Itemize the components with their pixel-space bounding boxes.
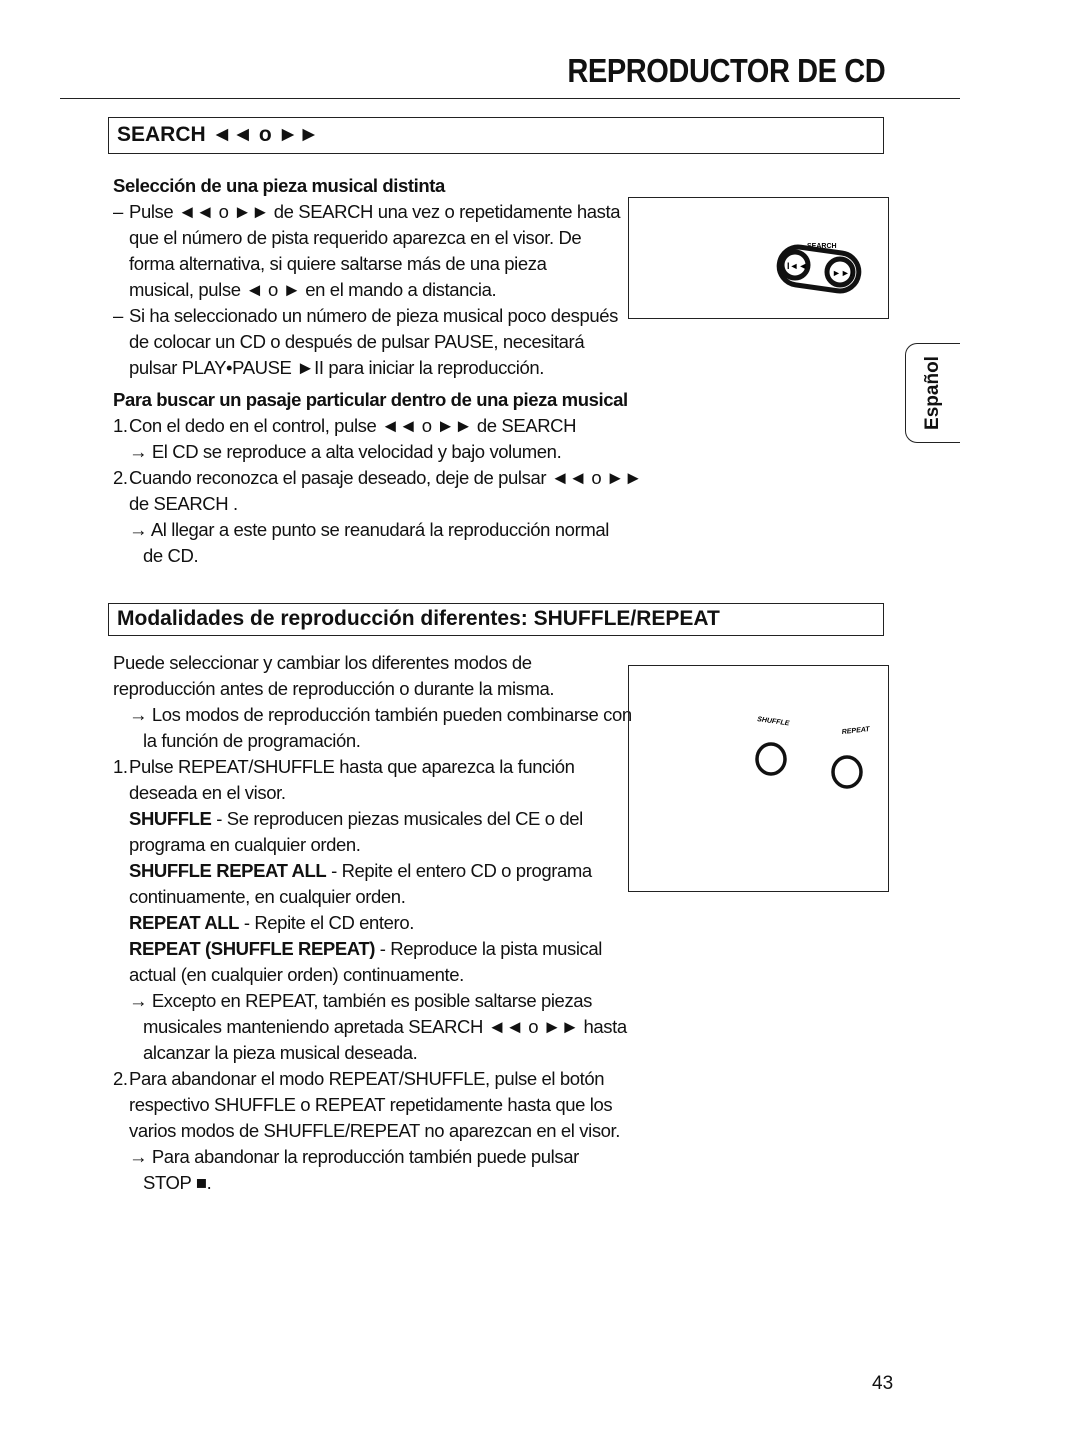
modes-section-title: Modalidades de reproducción diferentes: SHUFFLE/REPEAT — [117, 607, 720, 630]
search-section-header — [108, 117, 884, 154]
step-number: 1. — [113, 415, 128, 436]
modes-section-header — [108, 603, 884, 636]
language-tab — [905, 343, 960, 443]
text-line: que el número de pista requerido aparezca en el visor. De — [129, 227, 582, 248]
mode-name: REPEAT (SHUFFLE REPEAT) — [129, 938, 376, 959]
mode-name: SHUFFLE — [129, 808, 212, 829]
text-line: Pulse ◄◄ o ►► de SEARCH una vez o repetidamente hasta — [129, 201, 621, 222]
figure-label: SHUFFLE — [756, 716, 790, 728]
arrow-icon: → — [129, 441, 148, 462]
subheading: Para buscar un pasaje particular dentro de una pieza musical — [113, 389, 628, 410]
text-line: respectivo SHUFFLE o REPEAT repetidamente hasta que los — [129, 1094, 613, 1115]
text-line: reproducción antes de reproducción o durante la misma. — [113, 678, 555, 699]
modes-section-body — [113, 650, 632, 1196]
dash-marker: – — [113, 201, 123, 222]
text-line: programa en cualquier orden. — [129, 834, 361, 855]
text-line: de CD. — [143, 545, 199, 566]
mode-desc: - Se reproducen piezas musicales del CE o del — [211, 808, 583, 829]
step-number: 2. — [113, 1068, 128, 1089]
mode-desc: - Repite el entero CD o programa — [326, 860, 592, 881]
shuffle-repeat-figure — [628, 665, 889, 892]
arrow-icon: → — [129, 1146, 148, 1167]
text-line: alcanzar la pieza musical deseada. — [143, 1042, 418, 1063]
text-line: musicales manteniendo apretada SEARCH ◄◄ o ►► hasta — [143, 1016, 627, 1037]
step-number: 2. — [113, 467, 128, 488]
text-line: forma alternativa, si quiere saltarse más de una pieza — [129, 253, 547, 274]
text-line: Con el dedo en el control, pulse ◄◄ o ►► de SEARCH — [129, 415, 577, 436]
search-section-title: SEARCH ◄◄ o ►► — [117, 123, 320, 146]
next-icon: ►►I — [832, 268, 853, 278]
previous-icon: I◄◄ — [787, 261, 808, 271]
arrow-icon: → — [129, 704, 148, 725]
shuffle-repeat-illustration — [629, 666, 887, 890]
figure-label: SEARCH — [807, 243, 837, 250]
text-line: Pulse REPEAT/SHUFFLE hasta que aparezca la función — [129, 756, 575, 777]
text-line: Al llegar a este punto se reanudará la reproducción normal — [150, 519, 609, 540]
arrow-icon: → — [129, 990, 148, 1011]
shuffle-button-icon — [757, 744, 785, 774]
text-line: de colocar un CD o después de pulsar PAUSE, necesitará — [129, 331, 585, 352]
language-tab-label: Español — [922, 356, 943, 430]
mode-name: REPEAT ALL — [129, 912, 240, 933]
text-line: Puede seleccionar y cambiar los diferentes modos de — [113, 652, 532, 673]
text-line: varios modos de SHUFFLE/REPEAT no aparezcan en el visor. — [129, 1120, 621, 1141]
page-number: 43 — [872, 1373, 894, 1394]
step-number: 1. — [113, 756, 128, 777]
text-line: actual (en cualquier orden) continuamente. — [129, 964, 464, 985]
text-line: STOP ■. — [143, 1172, 212, 1193]
text-line: Para abandonar la reproducción también puede pulsar — [151, 1146, 579, 1167]
text-line: Para abandonar el modo REPEAT/SHUFFLE, pulse el botón — [129, 1068, 605, 1089]
text-line: Excepto en REPEAT, también es posible saltarse piezas — [151, 990, 593, 1011]
text-line: pulsar PLAY•PAUSE ►II para iniciar la reproducción. — [129, 357, 545, 378]
text-line: musical, pulse ◄ o ► en el mando a distancia. — [129, 279, 497, 300]
mode-desc: - Repite el CD entero. — [239, 912, 414, 933]
arrow-icon: → — [129, 519, 148, 540]
search-buttons-figure — [628, 197, 889, 319]
text-line: de SEARCH . — [129, 493, 238, 514]
header-rule — [60, 98, 960, 99]
search-buttons-illustration — [629, 198, 887, 316]
search-section-body — [113, 173, 642, 569]
mode-name: SHUFFLE REPEAT ALL — [129, 860, 327, 881]
text-line: Cuando reconozca el pasaje deseado, deje de pulsar ◄◄ o ►► — [129, 467, 642, 488]
figure-label: REPEAT — [841, 726, 870, 736]
text-line: continuamente, en cualquier orden. — [129, 886, 406, 907]
text-line: la función de programación. — [143, 730, 361, 751]
text-line: Si ha seleccionado un número de pieza musical poco después — [129, 305, 618, 326]
dash-marker: – — [113, 305, 123, 326]
text-line: El CD se reproduce a alta velocidad y bajo volumen. — [151, 441, 562, 462]
mode-desc: - Reproduce la pista musical — [375, 938, 602, 959]
page-title: REPRODUCTOR DE CD — [567, 52, 885, 89]
repeat-button-icon — [833, 757, 861, 787]
text-line: Los modos de reproducción también pueden combinarse con — [151, 704, 632, 725]
text-line: deseada en el visor. — [129, 782, 286, 803]
subheading: Selección de una pieza musical distinta — [113, 175, 445, 196]
